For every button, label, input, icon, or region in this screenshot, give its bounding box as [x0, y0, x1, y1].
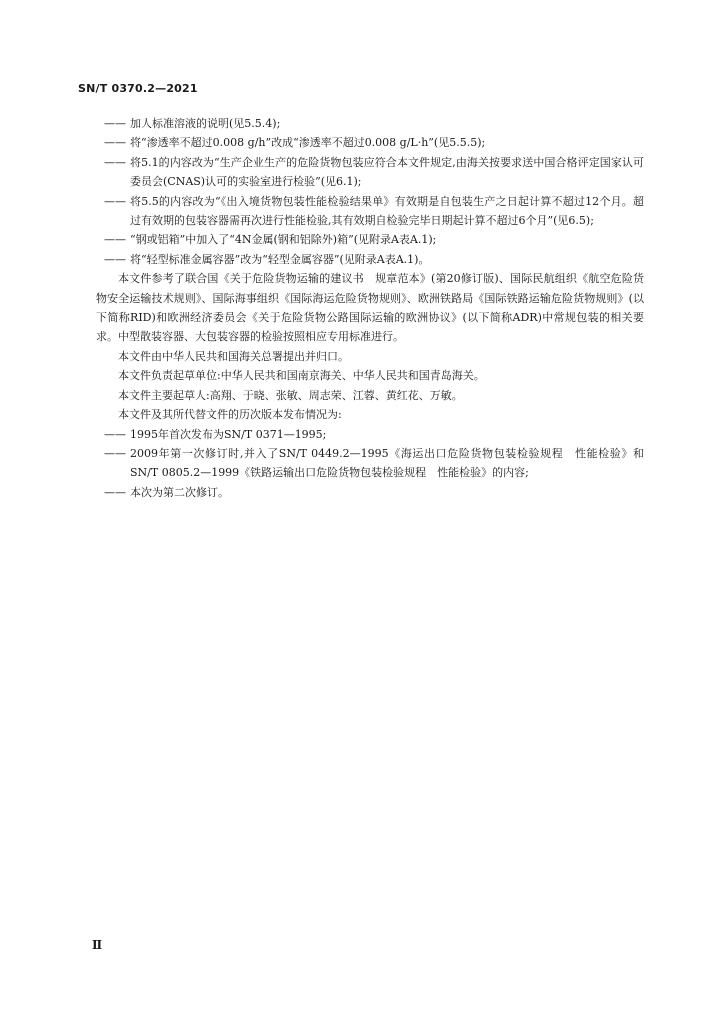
drafters-paragraph: 本文件主要起草人:高翔、于晓、张敏、周志荣、江蓉、黄红花、万敏。 [118, 388, 463, 402]
change-item-text: 将5.1的内容改为“生产企业生产的危险货物包装应符合本文件规定,由海关按要求送中国合格评定国家认可委员会(CNAS)认可的实验室进行检验”(见6.1); [130, 155, 644, 189]
change-item [96, 230, 644, 249]
dash-marker: —— [104, 485, 126, 499]
dash-marker: —— [104, 155, 126, 169]
dash-marker: —— [104, 233, 126, 247]
history-item [96, 444, 644, 483]
change-item [96, 114, 644, 133]
dash-marker: —— [104, 117, 126, 130]
standard-number-header: SN/T 0370.2—2021 [78, 82, 198, 95]
dash-marker: —— [104, 427, 126, 441]
history-item-text: 本次为第二次修订。 [130, 485, 229, 499]
page-number: Ⅱ [92, 938, 103, 952]
history-item-text: 2009年第一次修订时,并入了SN/T 0449.2—1995《海运出口危险货物包装检验规程 性能检验》和SN/T 0805.2—1999《铁路运输出口危险货物包装检验规程 性能检验》的内容; [130, 446, 644, 480]
change-item [96, 250, 644, 269]
proposed-by-paragraph: 本文件由中华人民共和国海关总署提出并归口。 [118, 349, 349, 363]
dash-marker: —— [104, 446, 126, 460]
dash-marker: —— [104, 252, 126, 266]
dash-marker: —— [104, 136, 126, 150]
change-item-text: 将“轻型标准金属容器”改为“轻型金属容器”(见附录A表A.1)。 [130, 252, 430, 266]
history-item-text: 1995年首次发布为SN/T 0371—1995; [130, 427, 327, 441]
change-item-text: “钢或铝箱”中加入了“4N金属(钢和铝除外)箱”(见附录A表A.1); [130, 233, 437, 247]
history-intro-paragraph: 本文件及其所代替文件的历次版本发布情况为: [118, 408, 342, 422]
change-item-text: 将“渗透率不超过0.008 g/h”改成“渗透率不超过0.008 g/L·h”(见5.5.5); [130, 136, 486, 150]
dash-marker: —— [104, 194, 126, 208]
change-item-text: 将5.5的内容改为“《出入境货物包装性能检验结果单》有效期是自包装生产之日起计算不超过12个月。超过有效期的包装容器需再次进行性能检验,其有效期自检验完毕日期起计算不超过6个月”(见6.5); [130, 194, 644, 228]
reference-paragraph: 本文件参考了联合国《关于危险货物运输的建议书 规章范本》(第20修订版)、国际民航组织《航空危险货物安全运输技术规则》、国际海事组织《国际海运危险货物规则》、欧洲铁路局《国际铁路运输危险货物规则》(以下简称RID)和欧洲经济委员会《关于危险货物公路国际运输的欧洲协议》(以下简称ADR)中常规包装的相关要求。中型散装容器、大包装容器的检验按照相应专用标准进行。 [96, 272, 644, 344]
change-item [96, 153, 644, 192]
drafting-units-paragraph: 本文件负责起草单位:中华人民共和国南京海关、中华人民共和国青岛海关。 [118, 369, 485, 383]
change-item [96, 133, 644, 152]
foreword-content [96, 114, 644, 502]
change-item-text: 加人标准溶液的说明(见5.5.4); [130, 117, 281, 130]
change-item [96, 192, 644, 231]
history-item [96, 483, 644, 502]
history-item [96, 425, 644, 444]
